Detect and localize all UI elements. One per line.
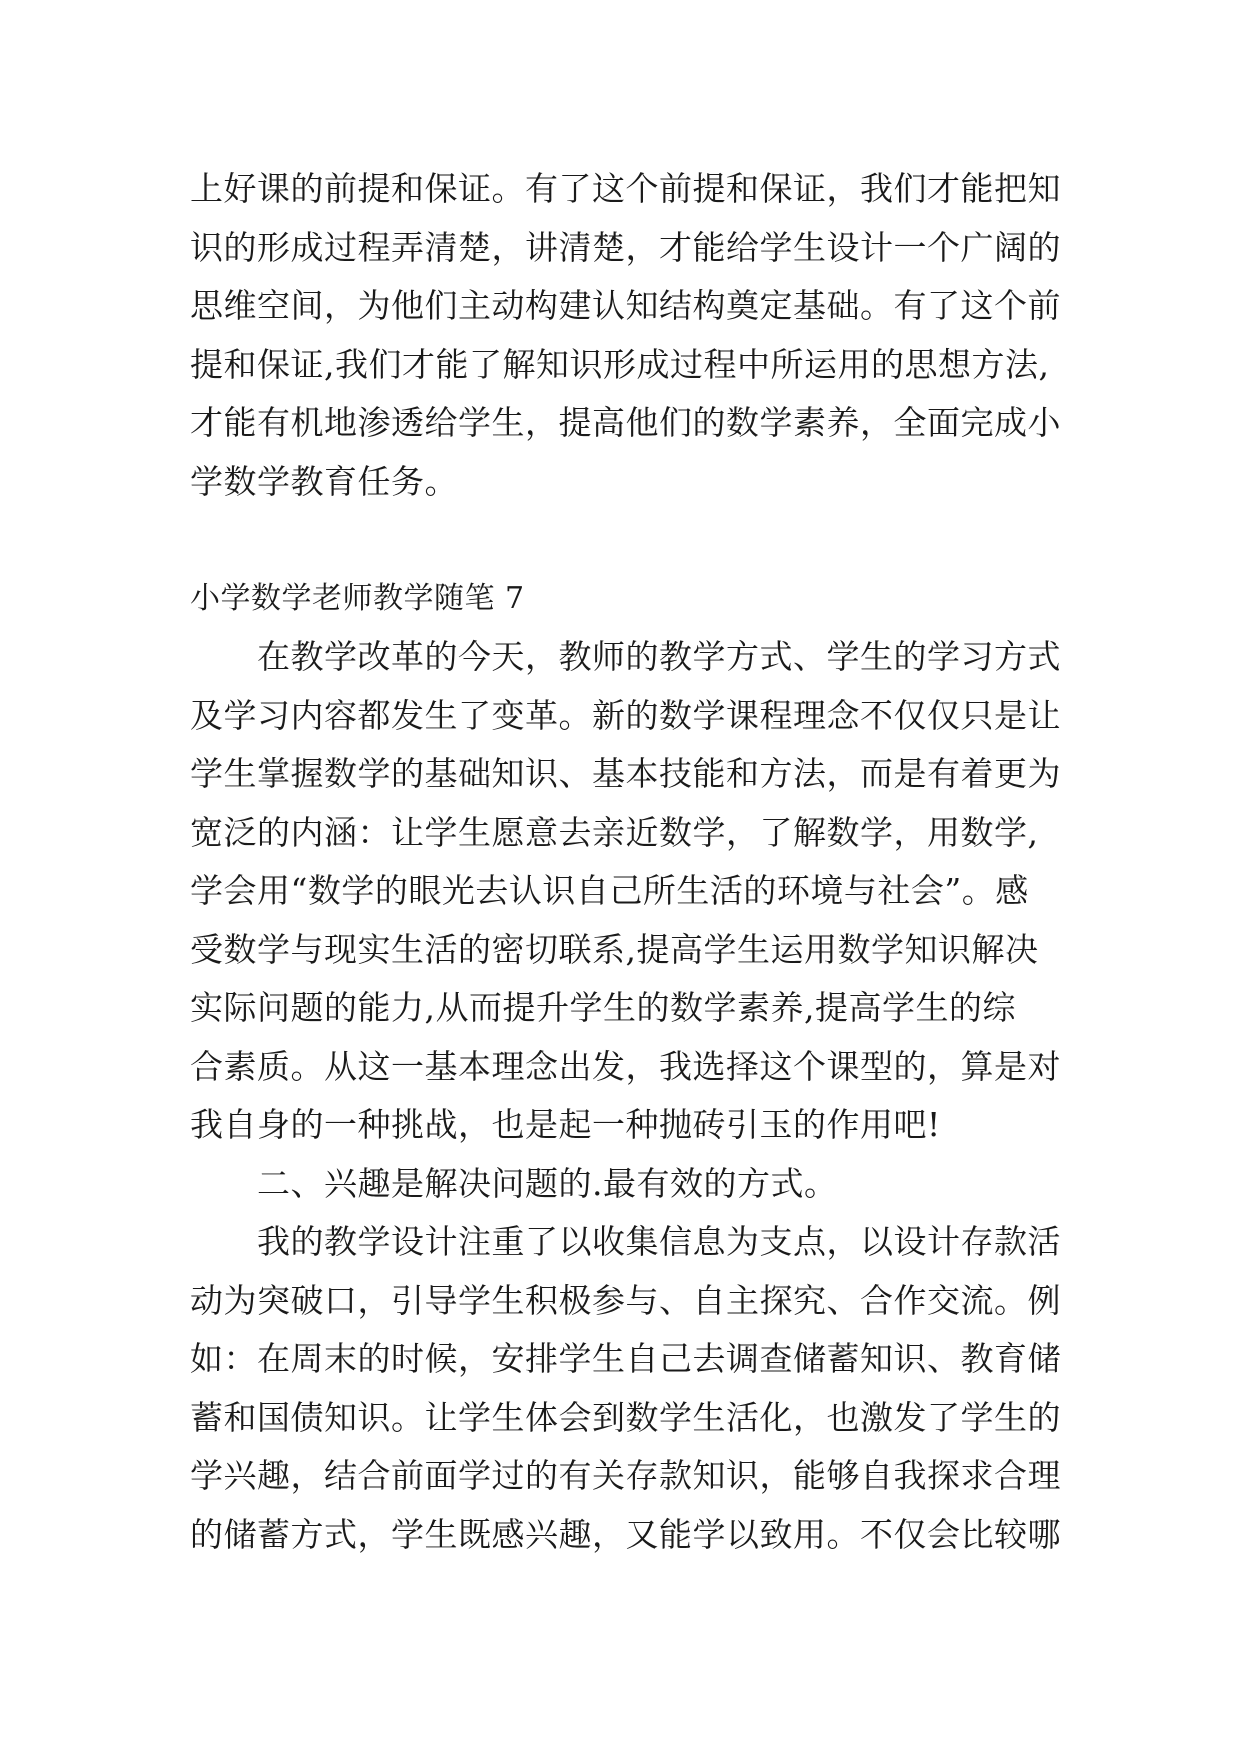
intro-line: 才能有机地渗透给学生，提高他们的数学素养，全面完成小: [190, 403, 1061, 442]
document-body: [190, 160, 1061, 1564]
body-line: 我自身的一种挑战，也是起一种抛砖引玉的作用吧!: [190, 1105, 941, 1144]
intro-line: 学数学教育任务。: [190, 461, 458, 501]
section-heading-line: 二、兴趣是解决问题的.最有效的方式。: [190, 1163, 838, 1203]
intro-line: 思维空间，为他们主动构建认知结构奠定基础。有了这个前: [190, 286, 1061, 325]
body-line: 学生掌握数学的基础知识、基本技能和方法，而是有着更为: [190, 754, 1061, 793]
body-line: 及学习内容都发生了变革。新的数学课程理念不仅仅只是让: [190, 695, 1061, 735]
body-line: 受数学与现实生活的密切联系,提高学生运用数学知识解决: [190, 929, 1039, 969]
intro-line: 上好课的前提和保证。有了这个前提和保证，我们才能把知: [190, 169, 1061, 208]
body-line: 宽泛的内涵：让学生愿意去亲近数学，了解数学，用数学,: [190, 812, 1039, 852]
body-line: 在教学改革的今天，教师的教学方式、学生的学习方式: [190, 637, 1061, 676]
intro-line: 识的形成过程弄清楚，讲清楚，才能给学生设计一个广阔的: [190, 227, 1061, 267]
body-line: 学兴趣，结合前面学过的有关存款知识，能够自我探求合理: [190, 1456, 1061, 1495]
body-line: 合素质。从这一基本理念出发，我选择这个课型的，算是对: [190, 1046, 1061, 1086]
body-line: 实际问题的能力,从而提升学生的数学素养,提高学生的综: [190, 988, 1016, 1027]
body-line: 我的教学设计注重了以收集信息为支点，以设计存款活: [190, 1222, 1061, 1261]
body-line: 蓄和国债知识。让学生体会到数学生活化，也激发了学生的: [190, 1397, 1061, 1437]
body-line: 学会用“数学的眼光去认识自己所生活的环境与社会”。感: [190, 871, 1029, 910]
body-line: 动为突破口，引导学生积极参与、自主探究、合作交流。例: [190, 1280, 1061, 1320]
intro-line: 提和保证,我们才能了解知识形成过程中所运用的思想方法,: [190, 344, 1050, 384]
body-line: 的储蓄方式，学生既感兴趣，又能学以致用。不仅会比较哪: [190, 1514, 1061, 1554]
section-title: 小学数学老师教学随笔 7: [190, 581, 525, 616]
body-line: 如：在周末的时候，安排学生自己去调查储蓄知识、教育储: [190, 1339, 1061, 1378]
